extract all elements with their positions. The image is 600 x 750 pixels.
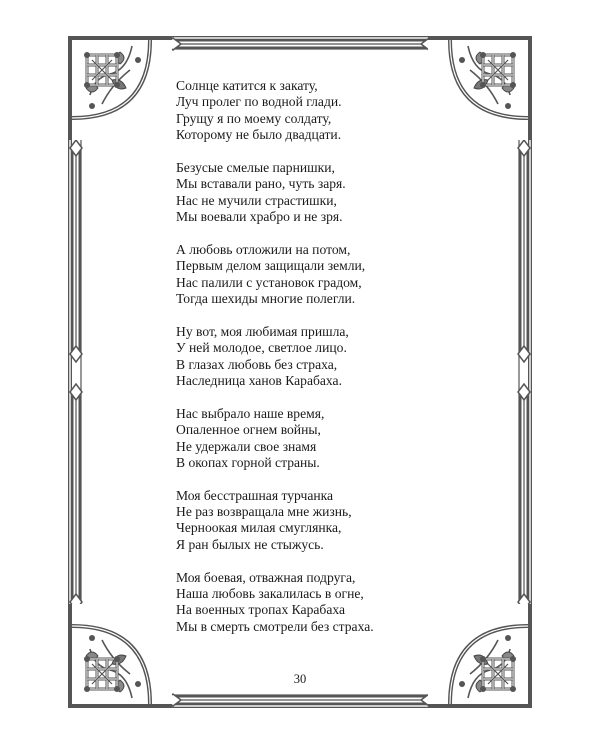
poem-line: На военных тропах Карабаха — [176, 602, 346, 618]
corner-ornament-bottom-right — [428, 604, 530, 706]
poem-line: Моя бесстрашная турчанка — [176, 487, 334, 503]
corner-ornament-top-left — [70, 38, 172, 140]
stanza — [176, 242, 436, 308]
corner-ornament-top-right — [428, 38, 530, 140]
stanza — [176, 406, 436, 472]
poem-line: У ней молодое, светлое лицо. — [176, 340, 347, 356]
poem-line: Не раз возвращала мне жизнь, — [176, 504, 352, 520]
stanza — [176, 324, 436, 390]
poem-line: Мы в смерть смотрели без страха. — [176, 618, 374, 634]
poem-line: Тогда шехиды многие полегли. — [176, 291, 356, 307]
poem-line: В окопах горной страны. — [176, 454, 320, 470]
poem-line: Первым делом защищали земли, — [176, 258, 366, 274]
stanza — [176, 488, 436, 554]
poem-line: Опаленное огнем войны, — [176, 422, 321, 438]
corner-ornament-bottom-left — [70, 604, 172, 706]
poem-line: Черноокая милая смуглянка, — [176, 520, 342, 536]
poem-line: Грущу я по моему солдату, — [176, 110, 332, 126]
poem-line: Ну вот, моя любимая пришла, — [176, 323, 349, 339]
stanza — [176, 570, 436, 636]
poem-line: Нас выбрало наше время, — [176, 405, 325, 421]
poem-line: Нас палили с установок градом, — [176, 274, 362, 290]
poem-line: Нас не мучили страстишки, — [176, 192, 337, 208]
poem-line: Мы воевали храбро и не зря. — [176, 209, 343, 225]
poem-line: Моя боевая, отважная подруга, — [176, 569, 356, 585]
poem — [176, 78, 436, 651]
poem-line: Наша любовь закалилась в огне, — [176, 585, 364, 601]
poem-line: Солнце катится к закату, — [176, 78, 318, 93]
poem-line: В глазах любовь без страха, — [176, 356, 338, 372]
poem-line: Наследница ханов Карабаха. — [176, 372, 342, 388]
stanza — [176, 160, 436, 226]
poem-line: Которому не было двадцати. — [176, 127, 342, 143]
poem-line: Безусые смелые парнишки, — [176, 159, 335, 175]
poem-line: Не удержали свое знамя — [176, 438, 317, 454]
poem-line: Луч пролег по водной глади. — [176, 94, 342, 110]
page-number: 30 — [293, 672, 307, 686]
poem-line: А любовь отложили на потом, — [176, 241, 351, 257]
poem-line: Я ран былых не стыжусь. — [176, 536, 324, 552]
poem-line: Мы вставали рано, чуть заря. — [176, 176, 346, 192]
stanza — [176, 78, 436, 144]
